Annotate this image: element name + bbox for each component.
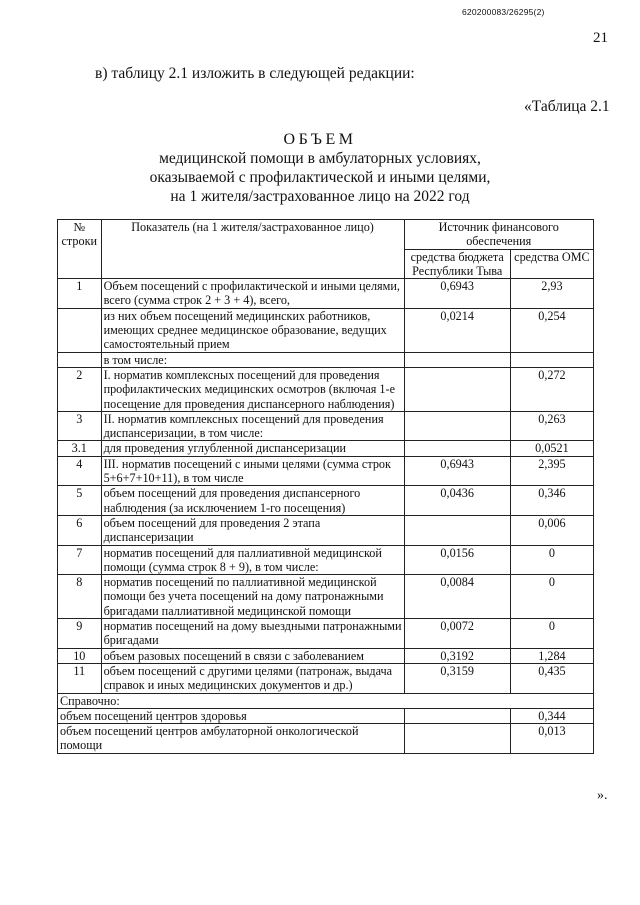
row-indicator: норматив посещений по паллиативной медицинской помощи без учета посещений на дому патронажными бригадами паллиативной медицинской помощи xyxy=(101,575,404,619)
table-row xyxy=(58,456,594,486)
reference-indicator: объем посещений центров амбулаторной онкологической помощи xyxy=(58,724,405,754)
row-indicator: объем посещений для проведения диспансерного наблюдения (за исключением 1-го посещения) xyxy=(101,486,404,516)
doc-subtitle-3: на 1 жителя/застрахованное лицо на 2022 год xyxy=(170,188,470,205)
row-budget-value: 0,0072 xyxy=(404,619,510,649)
header-budget: средства бюджета Республики Тыва xyxy=(404,249,510,279)
row-oms-value: 0,006 xyxy=(510,515,593,545)
row-indicator: из них объем посещений медицинских работников, имеющих среднее медицинское образование, ведущих самостоятельный прием xyxy=(101,308,404,352)
row-number: 3.1 xyxy=(58,441,102,456)
row-number: 1 xyxy=(58,279,102,309)
table-row xyxy=(58,545,594,575)
doc-subtitle-2: оказываемой с профилактической и иными целями, xyxy=(149,169,491,186)
table-row xyxy=(58,441,594,456)
row-oms-value: 0,254 xyxy=(510,308,593,352)
row-budget-value: 0,3192 xyxy=(404,648,510,663)
row-budget-value xyxy=(404,441,510,456)
row-oms-value xyxy=(510,352,593,367)
reference-row xyxy=(58,708,594,723)
reference-budget-value xyxy=(404,708,510,723)
row-oms-value: 0 xyxy=(510,575,593,619)
row-budget-value: 0,0156 xyxy=(404,545,510,575)
doc-title: ОБЪЕМ xyxy=(283,131,357,148)
header-indicator: Показатель (на 1 жителя/застрахованное лицо) xyxy=(101,220,404,279)
row-number: 3 xyxy=(58,411,102,441)
row-indicator: I. норматив комплексных посещений для проведения профилактических медицинских осмотров (включая 1-е посещение для проведения диспансерного наблюдения) xyxy=(101,367,404,411)
row-budget-value: 0,3159 xyxy=(404,663,510,693)
row-number: 10 xyxy=(58,648,102,663)
row-indicator: II. норматив комплексных посещений для проведения диспансеризации, в том числе: xyxy=(101,411,404,441)
reference-oms-value: 0,013 xyxy=(510,724,593,754)
table-row xyxy=(58,663,594,693)
document-id: 620200083/26295(2) xyxy=(462,7,545,17)
row-oms-value: 0 xyxy=(510,619,593,649)
row-oms-value: 0,272 xyxy=(510,367,593,411)
row-number: 11 xyxy=(58,663,102,693)
reference-oms-value: 0,344 xyxy=(510,708,593,723)
row-indicator: III. норматив посещений с иными целями (сумма строк 5+6+7+10+11), в том числе xyxy=(101,456,404,486)
table-row xyxy=(58,648,594,663)
row-oms-value: 0 xyxy=(510,545,593,575)
table-row xyxy=(58,352,594,367)
row-budget-value xyxy=(404,411,510,441)
row-oms-value: 0,0521 xyxy=(510,441,593,456)
row-indicator: Объем посещений с профилактической и иными целями, всего (сумма строк 2 + 3 + 4), всего, xyxy=(101,279,404,309)
table-row xyxy=(58,367,594,411)
reference-budget-value xyxy=(404,724,510,754)
row-oms-value: 2,93 xyxy=(510,279,593,309)
row-budget-value: 0,0214 xyxy=(404,308,510,352)
row-budget-value xyxy=(404,515,510,545)
row-oms-value: 2,395 xyxy=(510,456,593,486)
row-number: 2 xyxy=(58,367,102,411)
table-row xyxy=(58,575,594,619)
row-indicator: объем посещений с другими целями (патронаж, выдача справок и иных медицинских документов и др.) xyxy=(101,663,404,693)
reference-indicator: объем посещений центров здоровья xyxy=(58,708,405,723)
header-num: № строки xyxy=(58,220,102,279)
row-indicator: в том числе: xyxy=(101,352,404,367)
row-budget-value xyxy=(404,367,510,411)
row-oms-value: 0,346 xyxy=(510,486,593,516)
header-oms: средства ОМС xyxy=(510,249,593,279)
row-number xyxy=(58,352,102,367)
volume-table xyxy=(57,219,594,754)
table-row xyxy=(58,515,594,545)
row-indicator: объем разовых посещений в связи с заболеванием xyxy=(101,648,404,663)
row-oms-value: 1,284 xyxy=(510,648,593,663)
row-number xyxy=(58,308,102,352)
header-source: Источник финансового обеспечения xyxy=(404,220,594,250)
table-row xyxy=(58,486,594,516)
row-oms-value: 0,435 xyxy=(510,663,593,693)
reference-row xyxy=(58,724,594,754)
table-header-row xyxy=(58,220,594,250)
row-number: 4 xyxy=(58,456,102,486)
row-number: 9 xyxy=(58,619,102,649)
row-number: 5 xyxy=(58,486,102,516)
doc-subtitle-1: медицинской помощи в амбулаторных условиях, xyxy=(159,150,481,167)
row-number: 7 xyxy=(58,545,102,575)
row-budget-value xyxy=(404,352,510,367)
page-number: 21 xyxy=(593,30,608,46)
reference-label: Справочно: xyxy=(58,693,594,708)
row-number: 6 xyxy=(58,515,102,545)
table-row xyxy=(58,619,594,649)
table-row xyxy=(58,411,594,441)
row-indicator: норматив посещений на дому выездными патронажными бригадами xyxy=(101,619,404,649)
row-budget-value: 0,0436 xyxy=(404,486,510,516)
end-quote: ». xyxy=(597,788,608,803)
intro-text: в) таблицу 2.1 изложить в следующей редакции: xyxy=(95,65,415,82)
reference-label-row xyxy=(58,693,594,708)
row-budget-value: 0,6943 xyxy=(404,279,510,309)
row-indicator: объем посещений для проведения 2 этапа диспансеризации xyxy=(101,515,404,545)
row-budget-value: 0,0084 xyxy=(404,575,510,619)
table-row xyxy=(58,279,594,309)
table-label: «Таблица 2.1 xyxy=(524,98,610,115)
table-row xyxy=(58,308,594,352)
row-indicator: для проведения углубленной диспансеризации xyxy=(101,441,404,456)
row-oms-value: 0,263 xyxy=(510,411,593,441)
row-budget-value: 0,6943 xyxy=(404,456,510,486)
row-number: 8 xyxy=(58,575,102,619)
row-indicator: норматив посещений для паллиативной медицинской помощи (сумма строк 8 + 9), в том числе: xyxy=(101,545,404,575)
